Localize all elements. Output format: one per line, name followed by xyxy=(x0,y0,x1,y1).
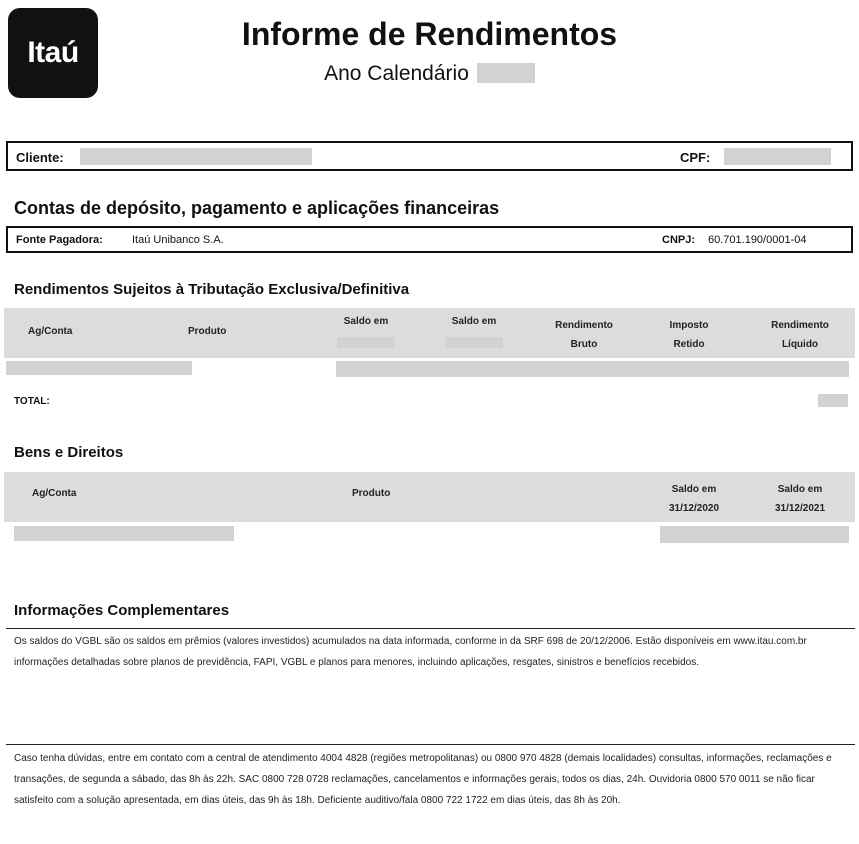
th-saldo-2 xyxy=(444,316,504,348)
th-bens-saldo-2020 xyxy=(656,480,732,518)
fonte-label: Fonte Pagadora: xyxy=(16,234,103,246)
th-imposto-retido xyxy=(654,316,724,354)
bens-title: Bens e Direitos xyxy=(14,444,124,461)
fonte-pagadora-box xyxy=(6,226,853,253)
cnpj-value: 60.701.190/0001-04 xyxy=(708,234,807,246)
th-bens-saldo-2020-l2: 31/12/2020 xyxy=(668,503,720,514)
rendimentos-title: Rendimentos Sujeitos à Tributação Exclusiva/Definitiva xyxy=(14,281,410,298)
redacted-saldo-1-date xyxy=(337,337,395,348)
ano-calendario-label: Ano Calendário xyxy=(324,62,469,85)
th-bens-produto: Produto xyxy=(352,488,391,499)
th-rendimento-liquido-l2: Líquido xyxy=(781,339,819,350)
logo-text: Itaú xyxy=(27,36,79,69)
cliente-label: Cliente: xyxy=(16,150,64,165)
th-rendimento-bruto-l1: Rendimento xyxy=(555,320,613,331)
cpf-label: CPF: xyxy=(680,150,711,165)
informacoes-divider xyxy=(6,628,855,629)
th-bens-saldo-2021 xyxy=(762,480,838,518)
th-saldo-1-label: Saldo em xyxy=(343,316,389,327)
total-label: TOTAL: xyxy=(14,396,50,407)
rendimentos-table-header xyxy=(4,308,855,358)
redacted-row-values xyxy=(336,361,849,377)
th-bens-saldo-2021-l2: 31/12/2021 xyxy=(774,503,826,514)
th-bens-ag-conta: Ag/Conta xyxy=(32,488,77,499)
cnpj-label: CNPJ: xyxy=(662,234,696,246)
redacted-saldo-2-date xyxy=(445,337,503,348)
client-box xyxy=(6,141,853,171)
informacoes-title: Informações Complementares xyxy=(14,602,230,619)
redacted-cpf xyxy=(724,148,831,165)
contato-divider xyxy=(6,744,855,745)
th-rendimento-liquido-l1: Rendimento xyxy=(771,320,829,331)
th-bens-saldo-2020-l1: Saldo em xyxy=(671,484,717,495)
th-rendimento-bruto xyxy=(544,316,624,354)
th-produto: Produto xyxy=(188,326,227,337)
th-imposto-l1: Imposto xyxy=(669,320,709,331)
redacted-row-ag-conta xyxy=(6,361,192,375)
page-title: Informe de Rendimentos xyxy=(241,16,618,52)
th-saldo-1 xyxy=(336,316,396,348)
redacted-bens-values xyxy=(660,526,849,543)
contato-text: Caso tenha dúvidas, entre em contato com a central de atendimento 4004 4828 (regiões metropolitanas) ou 0800 970 4828 (demais localidades) consultas, informações, reclamações e transações, de segunda a sábado, das 8h às 22h. SAC 0800 728 0728 reclamações, cancelamentos e informações gerais, todos os dias, 24h. Ouvidoria 0800 570 0011 se não ficar satisfeito com a solução apresentada, em dias úteis, das 9h às 18h. Deficiente auditivo/fala 0800 722 1722 em dias úteis, das 8h às 20h. xyxy=(14,753,832,806)
informacoes-text: Os saldos do VGBL são os saldos em prêmios (valores investidos) acumulados na data informada, conforme in da SRF 698 de 20/12/2006. Estão disponíveis em www.itau.com.br informações detalhadas sobre planos de previdência, FAPI, VGBL e planos para menores, incluindo aplicações, resgates, sinistros e benefícios recebidos. xyxy=(14,636,807,668)
th-saldo-2-label: Saldo em xyxy=(451,316,497,327)
page-subtitle xyxy=(0,62,859,86)
th-rendimento-liquido xyxy=(760,316,840,354)
th-ag-conta: Ag/Conta xyxy=(28,326,73,337)
redacted-bens-ag-conta xyxy=(14,526,234,541)
redacted-total-value xyxy=(818,394,848,407)
th-imposto-l2: Retido xyxy=(673,339,705,350)
redacted-year xyxy=(477,63,535,83)
fonte-value: Itaú Unibanco S.A. xyxy=(132,234,224,246)
th-bens-saldo-2021-l1: Saldo em xyxy=(777,484,823,495)
th-rendimento-bruto-l2: Bruto xyxy=(570,339,598,350)
section-contas-title: Contas de depósito, pagamento e aplicações financeiras xyxy=(14,198,500,218)
redacted-client-name xyxy=(80,148,312,165)
bens-table-header xyxy=(4,472,855,522)
